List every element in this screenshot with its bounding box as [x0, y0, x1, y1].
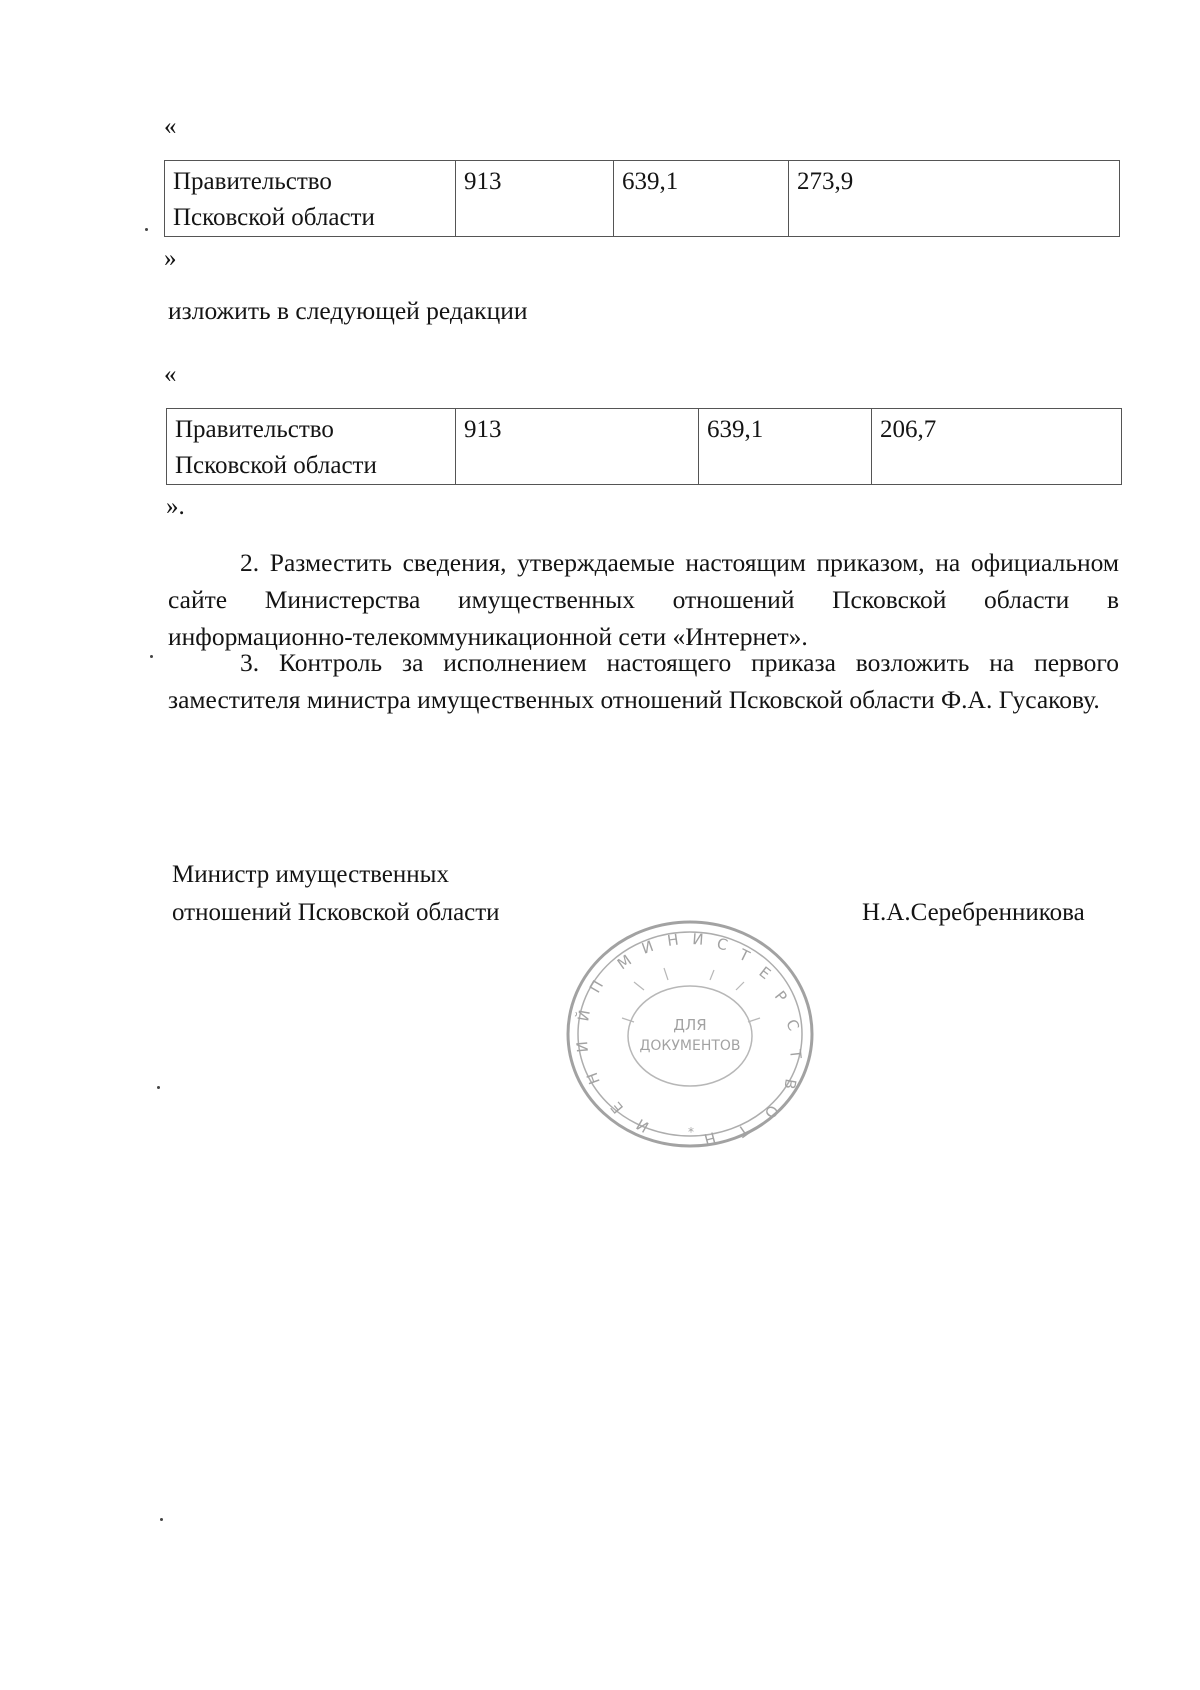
table-row [165, 161, 1120, 237]
svg-text:Е: Е [607, 1098, 628, 1117]
svg-text:И: И [639, 937, 656, 958]
opening-quote-new: « [164, 361, 177, 388]
recipient-name-line1: Правительство [173, 168, 332, 195]
svg-text:Т: Т [734, 1120, 753, 1141]
svg-text:Н: Н [582, 1070, 604, 1087]
closing-quote-new: ». [166, 493, 185, 520]
svg-text:И: И [691, 930, 705, 949]
svg-text:Й: Й [574, 1008, 594, 1023]
paragraph-3: 3. Контроль за исполнением настоящего приказа возложить на первого заместителя министра имущественных отношений Псковской области Ф.А. Гусакову. [168, 648, 1119, 714]
table-row [167, 409, 1122, 485]
svg-text:*: * [688, 1125, 694, 1139]
recipient-name-line2: Псковской области [175, 452, 377, 479]
svg-text:П: П [585, 977, 608, 996]
svg-text:О: О [760, 1102, 783, 1122]
seal-center-line1: ДЛЯ [673, 1016, 707, 1034]
signatory-title [172, 856, 500, 932]
scan-speck [157, 1086, 160, 1089]
svg-text:И: И [633, 1114, 652, 1137]
recipient-name-line1: Правительство [175, 416, 334, 443]
svg-text:С: С [715, 934, 730, 955]
value2-cell: 206,7 [872, 409, 1122, 485]
svg-text:И: И [573, 1040, 592, 1054]
value2-cell: 273,9 [789, 161, 1120, 237]
svg-text:Р: Р [770, 987, 791, 1006]
svg-text:М: М [613, 951, 635, 974]
recipient-name-line2: Псковской области [173, 204, 375, 231]
signatory-name: Н.А.Серебренникова [862, 899, 1085, 926]
scan-speck [145, 228, 148, 231]
svg-text:С: С [782, 1016, 803, 1034]
svg-text:В: В [780, 1077, 800, 1091]
svg-text:Н: Н [702, 1128, 718, 1149]
svg-text:Т: Т [786, 1048, 805, 1060]
opening-quote-old: « [164, 113, 177, 140]
paragraph-2: 2. Разместить сведения, утверждаемые настоящим приказом, на официальном сайте Министерства имущественных отношений Псковской области в информационно-телекоммуникационной сети «Интернет». [168, 548, 1119, 651]
signatory-title-line1: Министр имущественных [172, 861, 449, 888]
closing-quote-old: » [164, 245, 177, 272]
signatory-title-line2: отношений Псковской области [172, 899, 500, 926]
code-cell: 913 [456, 409, 699, 485]
recipient-cell [165, 161, 456, 237]
svg-text:Е: Е [755, 962, 775, 983]
value1-cell: 639,1 [614, 161, 789, 237]
svg-text:Н: Н [666, 930, 680, 950]
old-table [164, 160, 1120, 237]
seal-center-line2: ДОКУМЕНТОВ [639, 1038, 741, 1054]
scan-speck [150, 655, 153, 658]
official-seal-stamp [564, 918, 816, 1150]
new-table [166, 408, 1122, 485]
svg-text:Т: Т [736, 945, 753, 966]
scan-speck [160, 1518, 163, 1521]
instruction-text: изложить в следующей редакции [168, 296, 528, 325]
value1-cell: 639,1 [699, 409, 872, 485]
recipient-cell [167, 409, 456, 485]
code-cell: 913 [456, 161, 614, 237]
